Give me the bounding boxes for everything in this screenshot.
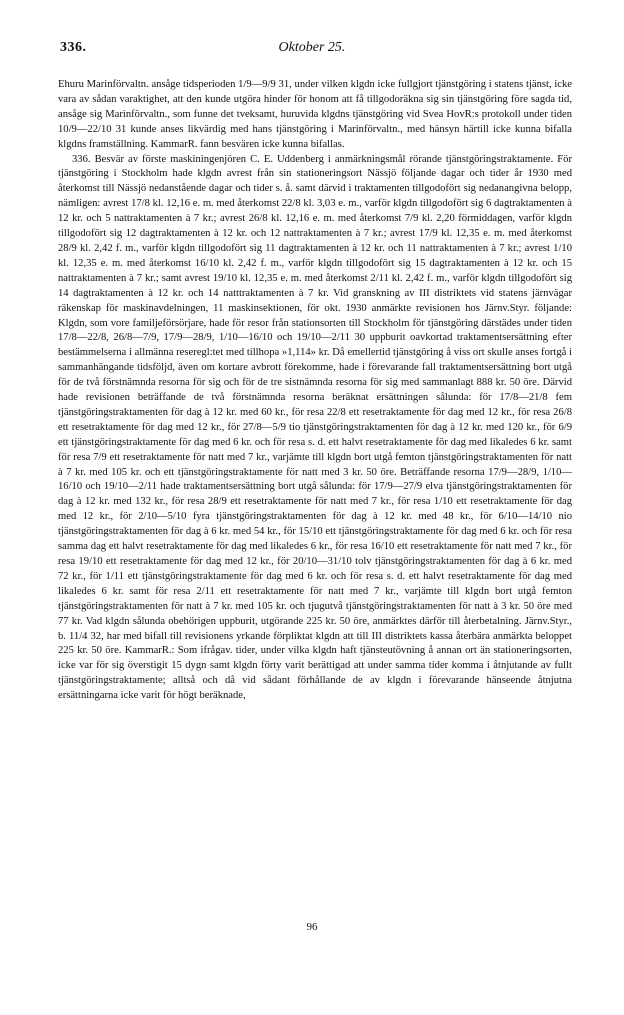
page-number: 336. (60, 40, 87, 55)
body-text (58, 78, 572, 704)
paragraph-2: 336. Besvär av förste maskiningenjören C. E. Uddenberg i anmärkningsmål rörande tjänstgöringstraktamente. För tjänstgöring i Stockholm hade klgdn avrest från sin stationeringsort Nässjö följande dagar och tider år 1930 med återkomst till Nässjö nedanstående dagar och tider s. å. samt därvid i traktamenten tillgodofört sig nedanangivna belopp, nämligen: avrest 17/8 kl. 12,16 e. m. med återkomst 22/8 kl. 3,03 e. m., varför klgdn tillgodofört sig 6 dagtraktamenten à 12 kr. och 5 nattraktamenten à 7 kr.; avrest 26/8 kl. 12,16 e. m. med återkomst 7/9 kl. 2,20 förmiddagen, varför klgdn tillgodofört sig 12 dagtraktamenten à 12 kr. och 12 nattraktamenten à 7 kr.; avrest 17/9 kl. 12,35 e. m. med återkomst 28/9 kl. 2,42 f. m., varför klgdn tillgodofört sig 11 dagtraktamenten à 12 kr. och 11 nattraktamenten à 7 kr.; avrest 1/10 kl. 12,35 e. m. med återkomst 16/10 kl. 2,42 f. m., varför klgdn tillgodofört sig 15 dagtraktamenten à 12 kr. och 15 nattraktamenten à 7 kr.; samt avrest 19/10 kl. 12,35 e. m. med återkomst 2/11 kl. 2,42 f. m., varför klgdn tillgodofört sig 14 dagtraktamenten à 12 kr. och 14 natttraktamenten à 7 kr. Vid granskning av III distriktets vid statens järnvägar räkenskap för maskinavdelningen, 11 maskinsektionen, för okt. 1930 anmärkte revisionen hos Järnv.Styr. följande: Klgdn, som vore familjeförsörjare, hade för resor från stationsorten till Stockholm för tjänstgöring därstädes under tiden 17/8—22/8, 26/8—7/9, 17/9—28/9, 1/10—16/10 och 19/10—2/11 30 uppburit oavkortad traktamentsersättning efter bestämmelserna i allmänna reseregl:tet med tillhopa »1,114» kr. Då emellertid tjänstgöring å viss ort skulle anses fortgå i sammanhängande tidsföljd, även om kortare avbrott förekomme, hade i förevarande fall traktamentsersättning bort utgå för de två förstnämnda resorna för sig och för de tre sistnämnda resorna för sig med sammanlagt 888 kr. 50 öre. Därvid hade revisionen beträffande de två förstnämnda resorna beräknat ersättningen sålunda: för 17/8—21/8 fem tjänstgöringstraktamenten för dag à 12 kr. med 60 kr., för resa 22/8 ett resetraktamente för dag med 12 kr., för resa 26/8 ett resetraktamente för dag med 12 kr., för 27/8—5/9 tio tjänstgöringstraktamenten för dag à 12 kr. med 120 kr., för 6/9 ett tjänstgöringstraktamente för dag med 6 kr. och för resa s. d. ett halvt resetraktamente för dag med likaledes 6 kr. samt för resa 7/9 ett resetraktamente för natt med 7 kr., varjämte till klgdn bort utgå femton tjänstgöringstraktamenten för natt à 7 kr. med 105 kr. och ett tjänstgöringstraktamente för natt med 3 kr. 50 öre. Beträffande resorna 17/9—28/9, 1/10—16/10 och 19/10—2/11 hade traktamentsersättning bort utgå sålunda: för 17/9—27/9 elva tjänstgöringstraktamenten för dag à 12 kr. med 132 kr., för resa 28/9 ett resetraktamente för natt med 7 kr., för resa 1/10 ett resetraktamente för dag med 12 kr., för 2/10—5/10 fyra tjänstgöringstraktamenten för dag à 12 kr. med 48 kr., för 6/10—14/10 nio tjänstgöringstraktamenten för dag à 6 kr. med 54 kr., för 15/10 ett tjänstgöringstraktamente för dag med 6 kr. och för resa samma dag ett halvt resetraktamente för dag med likaledes 6 kr., för resa 16/10 ett resetraktamente för natt med 7 kr., för resa 19/10 ett resetraktamente för dag med 12 kr., för 20/10—31/10 tolv tjänstgöringstraktamenten för dag à 6 kr. med 72 kr., för 1/11 ett tjänstgöringstraktamente för dag med 6 kr. och för resa s. d. ett halvt resetraktamente för dag med likaledes 6 kr. samt för resa 2/11 ett resetraktamente för natt med 7 kr., varjämte till klgdn bort utgå femton tjänstgöringstraktamenten för natt à 7 kr. med 105 kr. och tjugutvå tjänstgöringstraktamenten för natt à 3 kr. 50 öre med 77 kr. Vad klgdn sålunda obehörigen uppburit, utgörande 225 kr. 50 öre, anmärktes därför till återbetalning. Järnv.Styr., b. 11/4 32, har med bifall till revisionens yrkande förpliktat klgdn att till III distriktets kassa återbära anmärkta beloppet 225 kr. 50 öre. KammarR.: Som ifrågav. tider, under vilka klgdn haft tjänsteutövning å annan ort än stationeringsorten, icke var för sig överstigit 15 dygn samt klgdn förty varit berättigad att under samma tider komma i åtnjutande av fullt tjänstgöringstraktamente; alltså och då vid sådant förhållande de av klgdn i förevarande hänseende åtnjutna ersättningarna icke varit för högt beräknade, (58, 153, 572, 702)
page-header (0, 36, 624, 58)
paragraph-1: Ehuru Marinförvaltn. ansåge tidsperioden 1/9—9/9 31, under vilken klgdn icke fullgjort tjänstgöring i statens tjänst, icke vara av sådan varaktighet, att den kunde utgöra hinder för honom att få tillgodoräkna sig sin tjänstgöring före sagda tid, ansåge sig Marinförvaltn., som funne det tveksamt, huruvida klgdns tjänstgöring vid Svea HovR:s protokoll under tiden 10/9—22/10 31 kunde anses likvärdig med hans tjänstgöring i Marinförvaltn., med hänsyn härtill icke kunna bifalla klgdns framställning. KammarR. fann besvären icke kunna bifallas. (58, 79, 572, 150)
running-title: Oktober 25. (278, 40, 346, 55)
page-footer-number: 96 (306, 921, 318, 933)
